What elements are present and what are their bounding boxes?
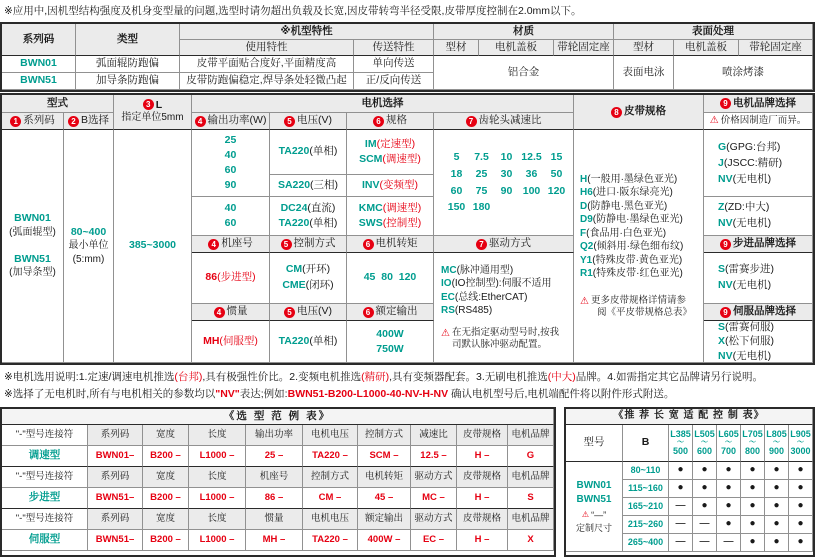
no-motor-note: ※选择了无电机时,所有与电机相关的参数均以"NV"表达;例如:BWN51-B200-L1000-40-NV-H-NV 确认电机型号后,电机端配件将以附件形式附送。 (4, 388, 675, 400)
feature-table (0, 22, 815, 92)
header-b-select: 2 B选择 (64, 113, 114, 130)
badge-1-icon: 1 (10, 116, 21, 127)
b-select-value-cell: 80~400 最小单位 (5:mm) (64, 130, 114, 363)
feature-header-motor-cover-2: 电机盖板 (674, 40, 739, 56)
fit-b-range: 115~160 (623, 480, 669, 498)
warning-icon: ⚠ (441, 327, 450, 339)
badge-9-icon: 9 (720, 98, 731, 109)
series-code-bwn01: BWN01 (2, 56, 76, 73)
example-header-cell: 机座号 (246, 467, 303, 488)
fit-mark: ● (741, 498, 765, 516)
servo-type-label: 伺服型 (2, 530, 88, 551)
servo-brand-values-cell: S(雷赛伺服) X(松下伺服) NV(无电机) (704, 321, 813, 363)
example-header-cell: 系列码 (88, 467, 143, 488)
header-inertia: 4 惯量 (192, 304, 270, 321)
power-group2-cell: 40 60 (192, 197, 270, 236)
power-group1-cell: 25 40 60 90 (192, 130, 270, 197)
fit-custom-note: ⚠ “—” (581, 510, 607, 521)
fit-mark: ● (765, 534, 789, 552)
stepper-type-label: 步进型 (2, 488, 88, 509)
rated-output-value-cell: 400W 750W (347, 321, 434, 363)
type-bwn01: 弧面辊防跑偏 (76, 56, 180, 73)
example-value-cell: B200 – (143, 530, 189, 551)
example-header-cell: 皮带规格 (457, 467, 508, 488)
fit-mark: — (693, 534, 717, 552)
badge-6-icon: 6 (363, 307, 374, 318)
series-value-cell: BWN01 (弧面辊型) BWN51 (加导条型) (2, 130, 64, 363)
connector-label: "-"型号连接符 (2, 509, 88, 530)
fit-mark: — (669, 498, 693, 516)
header-length-line1: 3 L (143, 99, 162, 112)
header-gear-ratio: 7 齿轮头减速比 (434, 113, 574, 130)
badge-7-icon: 7 (466, 116, 477, 127)
drive-default-warning: ⚠ 在无指定驱动型号时,按我司默认脉冲驱动配置。 (441, 326, 560, 350)
example-value-cell: TA220 – (303, 446, 358, 467)
fit-mark: ● (741, 516, 765, 534)
example-header-cell: 皮带规格 (457, 509, 508, 530)
fit-header-l905: L905 〜 3000 (789, 425, 813, 462)
connector-label: "-"型号连接符 (2, 425, 88, 446)
example-header-cell: 长度 (189, 425, 246, 446)
transfer-bwn01: 单向传送 (354, 56, 434, 73)
header-length-sub: 指定单位5mm (121, 112, 184, 124)
motor-brand-group1-cell: G(GPG:台邦) J(JSCC:精研) NV(无电机) (704, 130, 813, 197)
fit-mark: ● (669, 480, 693, 498)
inertia-value-cell: MH (伺服型) (192, 321, 270, 363)
badge-4-icon: 4 (195, 116, 206, 127)
badge-2-icon: 2 (68, 116, 79, 127)
connector-label: "-"型号连接符 (2, 467, 88, 488)
example-value-cell: CM – (303, 488, 358, 509)
motor-selection-note: ※电机选用说明:1.定速/调速电机推选(台邦),具有极强性价比。2.变频电机推选(精研),具有变频器配套。3.无刷电机推选(中大)品牌。4.如需指定其它品牌请另行说明。 (4, 371, 764, 383)
feature-header-use: 使用特性 (180, 40, 354, 56)
example-header-cell: 输出功率 (246, 425, 303, 446)
fit-table-title: 《推 荐 长 宽 适 配 控 制 表》 (566, 409, 813, 425)
fit-mark: ● (789, 516, 813, 534)
servo-voltage-value-cell: TA220 (单相) (270, 321, 347, 363)
feature-header-surface: 表面处理 (614, 24, 813, 40)
example-header-cell: 宽度 (143, 509, 189, 530)
fit-b-range: 80~110 (623, 462, 669, 480)
badge-4-icon: 4 (208, 239, 219, 250)
example-header-cell: 控制方式 (358, 425, 411, 446)
example-header-cell: 控制方式 (303, 467, 358, 488)
example-header-cell: 电机品牌 (508, 425, 554, 446)
control-mode-value-cell: CM(开环) CME(闭环) (270, 253, 347, 304)
example-header-cell: 电机电压 (303, 425, 358, 446)
spec-inv-cell: INV (变频型) (347, 175, 434, 197)
feature-header-profile-2: 型材 (614, 40, 674, 56)
belt-more-warning: ⚠ 更多皮带规格详情请参 阅《平皮带规格总表》 (580, 294, 692, 318)
fit-mark: ● (765, 462, 789, 480)
fit-mark: ● (789, 498, 813, 516)
fit-mark: ● (717, 462, 741, 480)
header-output-power: 4 输出功率(W) (192, 113, 270, 130)
transfer-bwn51: 正/反向传送 (354, 73, 434, 90)
badge-5-icon: 5 (284, 307, 295, 318)
example-value-cell: H – (457, 530, 508, 551)
fit-b-range: 215~260 (623, 516, 669, 534)
feature-header-profile: 型材 (434, 40, 479, 56)
torque-value-cell: 45 80 120 (347, 253, 434, 304)
example-header-cell: 驱动方式 (411, 509, 457, 530)
example-value-cell: 12.5 – (411, 446, 457, 467)
example-value-cell: H – (457, 488, 508, 509)
feature-header-pulley-seat: 带轮固定座 (554, 40, 614, 56)
fit-mark: ● (717, 516, 741, 534)
drive-mode-value-cell: MC(脉冲通用型) IO(IO控制型):伺服不适用 EC(总线:EtherCAT) RS(RS485) ⚠ 在无指定驱动型号时,按我司默认脉冲驱动配置。 (434, 253, 574, 363)
fit-mark: ● (789, 462, 813, 480)
example-value-cell: 86 – (246, 488, 303, 509)
example-value-cell: B200 – (143, 488, 189, 509)
fit-mark: — (669, 534, 693, 552)
brand-price-warning: ⚠ 价格因制造厂而异。 (704, 113, 813, 130)
example-value-cell: H – (457, 446, 508, 467)
example-value-cell: 400W – (358, 530, 411, 551)
header-motor-torque: 6 电机转矩 (347, 236, 434, 253)
example-header-cell: 电机品牌 (508, 467, 554, 488)
fit-header-l605: L605 〜 700 (717, 425, 741, 462)
fit-mark: ● (669, 462, 693, 480)
example-header-cell: 惯量 (246, 509, 303, 530)
fit-mark: ● (741, 480, 765, 498)
example-value-cell: 25 – (246, 446, 303, 467)
header-spec: 6 规格 (347, 113, 434, 130)
example-table (0, 407, 556, 557)
warning-icon: ⚠ (709, 114, 719, 126)
fit-mark: — (669, 516, 693, 534)
stepper-brand-values-cell: S(雷赛步进) NV(无电机) (704, 253, 813, 304)
fit-mark: ● (765, 480, 789, 498)
fit-header-l385: L385 〜 500 (669, 425, 693, 462)
fit-mark: — (717, 534, 741, 552)
badge-4-icon: 4 (214, 307, 225, 318)
fit-mark: ● (693, 480, 717, 498)
fit-header-model: 型号 (566, 425, 623, 462)
example-value-cell: S (508, 488, 554, 509)
example-value-cell: MC – (411, 488, 457, 509)
example-header-cell: 减速比 (411, 425, 457, 446)
example-value-cell: BWN51– (88, 488, 143, 509)
fit-mark: ● (717, 498, 741, 516)
material-value: 铝合金 (434, 56, 614, 90)
example-value-cell: BWN51– (88, 530, 143, 551)
motor-brand-group2-cell: Z(ZD:中大) NV(无电机) (704, 197, 813, 236)
example-value-cell: B200 – (143, 446, 189, 467)
fit-b-range: 265~400 (623, 534, 669, 552)
feature-header-series: 系列码 (2, 24, 76, 56)
fit-header-l705: L705 〜 800 (741, 425, 765, 462)
header-servo-voltage: 5 电压(V) (270, 304, 347, 321)
fit-mark: ● (765, 498, 789, 516)
badge-9-icon: 9 (720, 307, 731, 318)
surface-paint-value: 喷涂烤漆 (674, 56, 813, 90)
header-form: 型式 (2, 95, 114, 113)
feature-header-material: 材质 (434, 24, 614, 40)
length-value-cell: 385~3000 (114, 130, 192, 363)
header-stepper-brand: 9 步进品牌选择 (704, 236, 813, 253)
example-header-cell: 宽度 (143, 467, 189, 488)
feature-header-motor-cover: 电机盖板 (479, 40, 554, 56)
example-header-cell: 驱动方式 (411, 467, 457, 488)
feature-header-transfer: 传送特性 (354, 40, 434, 56)
badge-9-icon: 9 (720, 239, 731, 250)
fit-mark: ● (693, 462, 717, 480)
series-code-bwn51: BWN51 (2, 73, 76, 90)
badge-7-icon: 7 (476, 239, 487, 250)
example-value-cell: BWN01– (88, 446, 143, 467)
fit-model-cell: BWN01 BWN51 ⚠ “—” 定制尺寸 (566, 462, 623, 552)
example-value-cell: EC – (411, 530, 457, 551)
example-header-cell: 电机电压 (303, 509, 358, 530)
feature-header-pulley-seat-2: 带轮固定座 (739, 40, 813, 56)
surface-profile-value: 表面电泳 (614, 56, 674, 90)
badge-5-icon: 5 (284, 116, 295, 127)
header-control-mode: 5 控制方式 (270, 236, 347, 253)
badge-6-icon: 6 (373, 116, 384, 127)
example-value-cell: TA220 – (303, 530, 358, 551)
use-feature-bwn01: 皮带平面贴合度好,平面精度高 (180, 56, 354, 73)
fit-mark: — (693, 516, 717, 534)
example-value-cell: 45 – (358, 488, 411, 509)
example-header-cell: 系列码 (88, 425, 143, 446)
example-header-cell: 宽度 (143, 425, 189, 446)
header-motor-selection: 电机选择 (192, 95, 574, 113)
example-table-title: 《选 型 范 例 表》 (2, 409, 554, 425)
fit-mark: ● (789, 480, 813, 498)
fit-header-b: B (623, 425, 669, 462)
feature-header-type: 类型 (76, 24, 180, 56)
header-length (114, 95, 192, 130)
header-frame-size: 4 机座号 (192, 236, 270, 253)
header-motor-brand: 9 电机品牌选择 (704, 95, 813, 113)
use-feature-bwn51: 皮带防跑偏稳定,焊导条处轻微凸起 (180, 73, 354, 90)
fit-mark: ● (789, 534, 813, 552)
fit-table (564, 407, 815, 557)
example-header-cell: 长度 (189, 467, 246, 488)
header-voltage: 5 电压(V) (270, 113, 347, 130)
voltage-dc24-cell: DC24(直流) TA220(单相) (270, 197, 347, 236)
badge-6-icon: 6 (363, 239, 374, 250)
fit-header-l805: L805 〜 900 (765, 425, 789, 462)
example-value-cell: G (508, 446, 554, 467)
header-drive-mode: 7 驱动方式 (434, 236, 574, 253)
type-bwn51: 加导条防跑偏 (76, 73, 180, 90)
example-header-cell: 长度 (189, 509, 246, 530)
example-header-cell: 皮带规格 (457, 425, 508, 446)
example-header-cell: 额定输出 (358, 509, 411, 530)
fit-mark: ● (765, 516, 789, 534)
example-header-cell: 系列码 (88, 509, 143, 530)
example-header-cell: 电机品牌 (508, 509, 554, 530)
voltage-sa220-cell: SA220 (三相) (270, 175, 347, 197)
fit-mark: ● (717, 480, 741, 498)
speed-type-label: 调速型 (2, 446, 88, 467)
gear-ratio-values-cell: 5 7.5 10 12.5 15 18 25 30 36 50 60 75 90 100 120 150 180 (434, 130, 574, 236)
warning-icon: ⚠ (580, 295, 589, 307)
frame-size-value-cell: 86 (步进型) (192, 253, 270, 304)
example-value-cell: X (508, 530, 554, 551)
badge-8-icon: 8 (611, 107, 622, 118)
spec-im-scm-cell: IM(定速型) SCM(调速型) (347, 130, 434, 175)
spec-kmc-sws-cell: KMC(调速型) SWS(控制型) (347, 197, 434, 236)
example-value-cell: L1000 – (189, 488, 246, 509)
selection-table (0, 93, 815, 365)
fit-header-l505: L505 〜 600 (693, 425, 717, 462)
feature-header-model-features: ※机型特性 (180, 24, 434, 40)
example-value-cell: L1000 – (189, 530, 246, 551)
badge-5-icon: 5 (281, 239, 292, 250)
header-rated-output: 6 额定输出 (347, 304, 434, 321)
header-servo-brand: 9 伺服品牌选择 (704, 304, 813, 321)
header-belt-spec: 8 皮带规格 (574, 95, 704, 130)
example-header-cell: 电机转矩 (358, 467, 411, 488)
belt-spec-values-cell: H(一般用·墨绿色亚光) H6(进口·阪东绿亮光) D(防静电·黑色亚光) D9(防静电·墨绿色亚光) F(食品用·白色亚光) Q2(倾斜用·绿色细布纹) Y1(特殊皮带·黄色亚光) R1(特殊皮带·红色亚光) ⚠ 更多皮带规格详情请参 阅《平皮带规格总表》 (574, 130, 704, 363)
warning-icon: ⚠ (581, 510, 590, 520)
top-caution-note: ※应用中,因机型结构强度及机身变型量的问题,选型时请勿超出负载及长宽,因皮带转弯半径受限,皮带厚度控制在2.0mm以下。 (4, 5, 582, 17)
badge-3-icon: 3 (143, 99, 154, 110)
fit-mark: ● (741, 462, 765, 480)
header-series-code: 1 系列码 (2, 113, 64, 130)
fit-mark: ● (741, 534, 765, 552)
voltage-ta220-cell: TA220 (单相) (270, 130, 347, 175)
fit-b-range: 165~210 (623, 498, 669, 516)
example-value-cell: L1000 – (189, 446, 246, 467)
example-value-cell: MH – (246, 530, 303, 551)
fit-mark: ● (693, 498, 717, 516)
example-value-cell: SCM – (358, 446, 411, 467)
